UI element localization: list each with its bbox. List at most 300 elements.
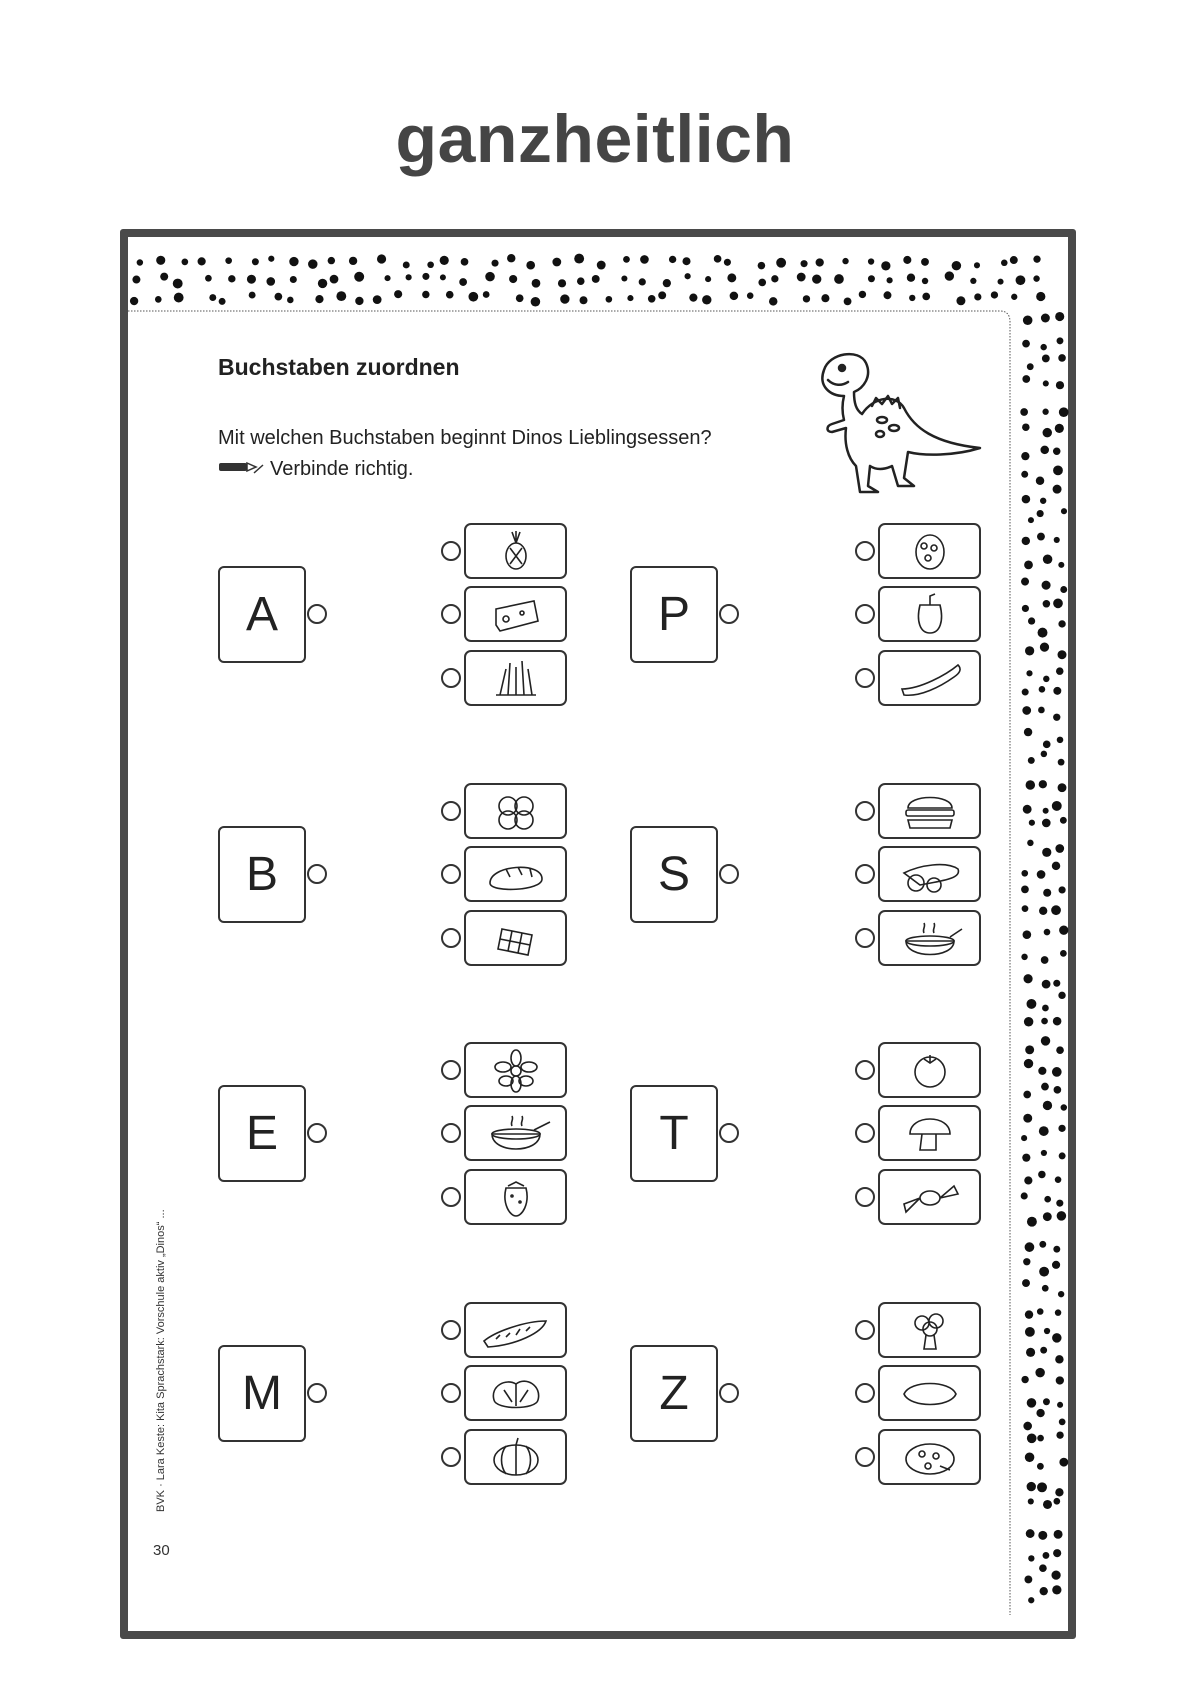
decor-dot	[1056, 1431, 1063, 1438]
mushroom-icon	[890, 1110, 970, 1156]
decor-dot	[1053, 485, 1062, 494]
picture-connector-tomato[interactable]	[855, 1060, 875, 1080]
letter-card-a: A	[218, 566, 306, 663]
decor-dot	[1052, 1585, 1061, 1594]
decor-dot	[640, 255, 649, 264]
broccoli-icon	[890, 1307, 970, 1353]
picture-connector-mushroom[interactable]	[855, 1123, 875, 1143]
decor-dot	[1042, 848, 1051, 857]
picture-connector-soup[interactable]	[855, 928, 875, 948]
decor-dot	[228, 275, 235, 282]
decor-dot	[669, 256, 676, 263]
picture-card-chocolate	[464, 910, 567, 966]
decor-dot	[130, 297, 138, 305]
decor-dot	[1060, 817, 1067, 824]
decor-dot	[1021, 1135, 1027, 1141]
decor-dot	[1026, 780, 1035, 789]
decor-dot	[526, 261, 535, 270]
decor-dot	[181, 259, 188, 266]
decor-dot	[1023, 1422, 1032, 1431]
picture-connector-stew[interactable]	[441, 1123, 461, 1143]
sausage-icon	[890, 851, 970, 897]
decor-dot	[1058, 783, 1067, 792]
flower-icon	[476, 1047, 556, 1093]
picture-card-mushroom	[878, 1105, 981, 1161]
decor-dot	[682, 257, 690, 265]
picture-connector-grass[interactable]	[441, 668, 461, 688]
decor-dot	[459, 278, 467, 286]
decor-dot	[1037, 1482, 1047, 1492]
decor-dot	[1043, 741, 1051, 749]
decor-dot	[1022, 706, 1031, 715]
decor-dot	[155, 296, 162, 303]
corn-icon	[476, 1307, 556, 1353]
decor-dot	[1022, 375, 1030, 383]
picture-card-candy	[878, 1169, 981, 1225]
decor-dot	[205, 275, 212, 282]
decor-dot	[1022, 905, 1029, 912]
decor-dot	[1037, 510, 1044, 517]
letter-card-z: Z	[630, 1345, 718, 1442]
decor-dot	[1022, 537, 1030, 545]
decor-dot	[1028, 1597, 1034, 1603]
decor-dot	[209, 294, 216, 301]
decor-dot	[1042, 355, 1050, 363]
decor-dot	[1038, 707, 1045, 714]
decor-dot	[592, 275, 600, 283]
decor-dot	[1042, 980, 1051, 989]
decor-dot	[1041, 1036, 1050, 1045]
decor-dot	[1052, 1067, 1062, 1077]
decor-dot	[1024, 1576, 1032, 1584]
picture-connector-corn[interactable]	[441, 1320, 461, 1340]
decor-dot	[1036, 1409, 1044, 1417]
decor-dot	[621, 275, 627, 281]
decor-dot	[903, 256, 911, 264]
decor-dot	[266, 277, 275, 286]
decor-dot	[1055, 844, 1064, 853]
decor-dot	[1043, 1500, 1052, 1509]
picture-card-soup	[878, 910, 981, 966]
decor-dot	[1053, 687, 1061, 695]
decor-dot	[1027, 1398, 1037, 1408]
picture-connector-cucumber[interactable]	[855, 668, 875, 688]
decor-dot	[1041, 1150, 1047, 1156]
decor-dot	[1011, 294, 1017, 300]
decor-dot	[1058, 620, 1065, 627]
decor-dot	[1044, 929, 1051, 936]
decor-dot	[648, 295, 656, 303]
letter-connector-s[interactable]	[719, 864, 739, 884]
decor-dot	[132, 276, 140, 284]
decor-dot	[249, 292, 256, 299]
picture-connector-raspberry[interactable]	[855, 541, 875, 561]
decor-dot	[1042, 581, 1051, 590]
picture-connector-lettuce[interactable]	[441, 1383, 461, 1403]
picture-connector-bread[interactable]	[441, 864, 461, 884]
decor-dot	[1036, 476, 1044, 484]
decor-dot	[225, 257, 232, 264]
decor-dot	[1021, 1192, 1028, 1199]
decor-dot	[909, 295, 915, 301]
decor-dot	[377, 254, 386, 263]
decor-dot	[1040, 1347, 1047, 1354]
decor-dot	[1023, 974, 1032, 983]
picture-connector-chocolate[interactable]	[441, 928, 461, 948]
decor-dot	[173, 279, 183, 289]
decor-dot	[1027, 1482, 1036, 1491]
decor-dot	[627, 295, 633, 301]
decor-dot	[1022, 340, 1030, 348]
decor-dot	[991, 291, 998, 298]
decor-dot	[1021, 578, 1029, 586]
decor-dot	[160, 273, 168, 281]
decor-dot	[137, 259, 143, 265]
decor-dot	[403, 261, 410, 268]
lemon-icon	[890, 1370, 970, 1416]
decor-dot	[1060, 950, 1067, 957]
decor-dot	[1027, 999, 1037, 1009]
decor-dot	[758, 262, 766, 270]
decor-dot	[406, 274, 412, 280]
decor-dot	[1036, 292, 1045, 301]
decor-dot	[468, 292, 478, 302]
decor-dot	[1059, 407, 1069, 417]
decor-dot	[1041, 314, 1050, 323]
decor-dot	[974, 293, 981, 300]
picture-card-cucumber	[878, 650, 981, 706]
decor-dot	[1042, 409, 1048, 415]
decor-dot	[1043, 380, 1049, 386]
decor-dot	[1057, 1402, 1063, 1408]
decor-dot	[446, 291, 454, 299]
stew-icon	[476, 1110, 556, 1156]
picture-card-flower	[464, 1042, 567, 1098]
decor-dot	[328, 257, 335, 264]
decor-dot	[1043, 1398, 1050, 1405]
decor-dot	[1021, 452, 1029, 460]
decor-dot	[974, 262, 980, 268]
decor-dot	[1027, 1433, 1037, 1443]
decor-dot	[1054, 1086, 1062, 1094]
decor-dot	[1043, 676, 1049, 682]
letter-connector-a[interactable]	[307, 604, 327, 624]
decor-dot	[970, 278, 976, 284]
decor-dot	[956, 296, 965, 305]
credit-line: BVK · Lara Keste: Kita Sprachstark: Vorschule aktiv „Dinos“ ...	[155, 1209, 167, 1512]
decor-dot	[1054, 1530, 1063, 1539]
decor-dot	[1055, 1355, 1063, 1363]
decor-dot	[1027, 363, 1034, 370]
picture-connector-flower[interactable]	[441, 1060, 461, 1080]
letter-connector-t[interactable]	[719, 1123, 739, 1143]
picture-card-bell-pepper	[878, 586, 981, 642]
picture-connector-broccoli[interactable]	[855, 1320, 875, 1340]
decor-dot	[1059, 1458, 1068, 1467]
decor-dot	[354, 272, 364, 282]
bread-icon	[476, 851, 556, 897]
decor-dot	[531, 297, 541, 307]
decor-dot	[315, 295, 323, 303]
decor-dot	[771, 275, 778, 282]
pumpkin-icon	[476, 1434, 556, 1480]
decor-dot	[859, 291, 866, 298]
decor-dot	[1057, 1211, 1067, 1221]
decor-dot	[560, 294, 569, 303]
decor-dot	[730, 292, 739, 301]
decor-dot	[174, 293, 184, 303]
decor-dot	[1055, 1309, 1061, 1315]
decor-dot	[1053, 1017, 1062, 1026]
decor-dot	[1060, 586, 1067, 593]
decor-dot	[945, 271, 954, 280]
decor-dot	[1029, 820, 1035, 826]
picture-connector-pineapple[interactable]	[441, 541, 461, 561]
decor-dot	[1058, 759, 1065, 766]
decor-dot	[422, 273, 429, 280]
decor-dot	[1022, 1279, 1030, 1287]
decor-dot	[884, 291, 892, 299]
decor-dot	[289, 257, 298, 266]
picture-connector-burger[interactable]	[855, 801, 875, 821]
decor-dot	[1024, 1176, 1032, 1184]
decor-dot	[577, 277, 585, 285]
letter-connector-e[interactable]	[307, 1123, 327, 1143]
decor-dot	[1056, 1046, 1064, 1054]
picture-card-cheese	[464, 586, 567, 642]
decor-dot	[758, 279, 766, 287]
decor-dot	[1043, 808, 1049, 814]
decor-dot	[776, 258, 786, 268]
decor-dot	[1041, 751, 1047, 757]
decor-dot	[330, 275, 339, 284]
decor-dot	[1057, 737, 1064, 744]
picture-connector-pizza[interactable]	[855, 1447, 875, 1467]
decor-dot	[1028, 757, 1035, 764]
decor-dot	[1052, 862, 1060, 870]
decor-dot	[1025, 1310, 1033, 1318]
decor-dot	[440, 274, 446, 280]
grass-icon	[476, 655, 556, 701]
decor-dot	[1023, 1258, 1030, 1265]
letter-card-m: M	[218, 1345, 306, 1442]
decor-dot	[492, 260, 499, 267]
decor-dot	[268, 256, 274, 262]
decor-dot	[1044, 1196, 1051, 1203]
decor-dot	[952, 261, 961, 270]
decor-dot	[1001, 259, 1008, 266]
decor-dot	[1051, 1571, 1060, 1580]
decor-dot	[1053, 1498, 1060, 1505]
picture-connector-sausage[interactable]	[855, 864, 875, 884]
decor-dot	[597, 261, 606, 270]
decor-dot	[1056, 1200, 1063, 1207]
decor-dot	[1023, 930, 1032, 939]
decor-dot	[1027, 840, 1033, 846]
decor-dot	[1039, 1126, 1049, 1136]
decor-dot	[1035, 1368, 1044, 1377]
decor-dot	[1033, 256, 1040, 263]
decor-dot	[769, 297, 777, 305]
decor-dot	[1037, 533, 1045, 541]
picture-connector-pumpkin[interactable]	[441, 1447, 461, 1467]
picture-connector-strawberry[interactable]	[441, 1187, 461, 1207]
decor-dot	[274, 293, 282, 301]
decor-dot	[507, 254, 515, 262]
picture-card-pumpkin	[464, 1429, 567, 1485]
decor-dot	[1052, 1333, 1061, 1342]
decor-dot	[1021, 954, 1027, 960]
decor-dot	[1037, 870, 1046, 879]
decor-dot	[156, 256, 165, 265]
decor-dot	[1025, 1242, 1035, 1252]
bell-pepper-icon	[890, 591, 970, 637]
decor-dot	[198, 257, 206, 265]
decor-dot	[1061, 1104, 1067, 1110]
decor-dot	[714, 255, 722, 263]
decor-dot	[1043, 1552, 1050, 1559]
picture-card-pineapple	[464, 523, 567, 579]
decor-dot	[881, 261, 890, 270]
decor-dot	[1024, 728, 1032, 736]
decor-dot	[1053, 714, 1060, 721]
picture-connector-bell-pepper[interactable]	[855, 604, 875, 624]
decor-dot	[1039, 780, 1047, 788]
decor-dot	[623, 256, 630, 263]
picture-connector-cheese[interactable]	[441, 604, 461, 624]
decor-dot	[483, 291, 490, 298]
decor-dot	[868, 258, 874, 264]
decor-dot	[1040, 1587, 1048, 1595]
decor-dot	[516, 294, 524, 302]
decor-dot	[574, 254, 584, 264]
picture-connector-clover-leaf[interactable]	[441, 801, 461, 821]
decor-dot	[1038, 628, 1048, 638]
picture-card-corn	[464, 1302, 567, 1358]
decor-dot	[1038, 1531, 1047, 1540]
decor-dot	[724, 259, 731, 266]
decor-dot	[1055, 1488, 1063, 1496]
decor-dot	[1055, 312, 1064, 321]
decor-dot	[886, 277, 892, 283]
decor-dot	[816, 258, 824, 266]
picture-card-stew	[464, 1105, 567, 1161]
decor-dot	[1021, 885, 1029, 893]
decor-dot	[1043, 554, 1053, 564]
decor-dot	[427, 261, 434, 268]
cheese-icon	[476, 591, 556, 637]
decor-dot	[1010, 256, 1018, 264]
decor-dot	[1058, 992, 1065, 999]
decor-dot	[907, 274, 915, 282]
decor-dot	[1058, 1125, 1065, 1132]
pineapple-icon	[476, 528, 556, 574]
decor-dot	[1033, 275, 1039, 281]
decor-dot	[1040, 446, 1049, 455]
decor-dot	[1057, 337, 1064, 344]
decor-dot	[1037, 1308, 1044, 1315]
decor-dot	[1026, 1529, 1035, 1538]
decor-dot	[1059, 1152, 1066, 1159]
decor-dot	[689, 294, 697, 302]
decor-dot	[355, 297, 363, 305]
decor-dot	[1038, 1171, 1045, 1178]
instruction-text: Verbinde richtig.	[270, 458, 414, 480]
decor-dot	[1028, 1498, 1034, 1504]
decor-dot	[461, 258, 469, 266]
decor-dot	[1053, 1246, 1060, 1253]
picture-card-tomato	[878, 1042, 981, 1098]
decor-dot	[606, 296, 613, 303]
decor-dot	[1021, 471, 1028, 478]
letter-connector-p[interactable]	[719, 604, 739, 624]
letter-card-b: B	[218, 826, 306, 923]
decor-dot	[252, 258, 259, 265]
decor-dot	[797, 273, 806, 282]
decor-dot	[1028, 1555, 1034, 1561]
decor-dot	[868, 275, 875, 282]
decor-dot	[663, 279, 671, 287]
picture-card-lemon	[878, 1365, 981, 1421]
soup-icon	[890, 915, 970, 961]
decor-dot	[318, 279, 327, 288]
decor-dot	[1024, 1059, 1033, 1068]
decor-dot	[1022, 689, 1029, 696]
picture-card-bread	[464, 846, 567, 902]
decor-dot	[1055, 1176, 1062, 1183]
decor-dot	[1021, 1376, 1028, 1383]
decor-dot	[812, 274, 821, 283]
decor-dot	[1025, 1453, 1035, 1463]
decor-dot	[247, 275, 256, 284]
decor-dot	[1037, 1435, 1044, 1442]
candy-icon	[890, 1174, 970, 1220]
decor-dot	[803, 295, 810, 302]
decor-dot	[639, 278, 646, 285]
decor-dot	[1038, 1067, 1046, 1075]
decor-dot	[747, 292, 754, 299]
decor-dot	[509, 275, 517, 283]
decor-dot	[685, 273, 691, 279]
decor-dot	[1042, 819, 1051, 828]
decor-dot	[1040, 344, 1046, 350]
question-text: Mit welchen Buchstaben beginnt Dinos Lieblingsessen?	[218, 427, 712, 449]
picture-connector-lemon[interactable]	[855, 1383, 875, 1403]
decor-dot	[1022, 423, 1030, 431]
letter-card-p: P	[630, 566, 718, 663]
decor-dot	[1039, 1241, 1046, 1248]
cucumber-icon	[890, 655, 970, 701]
picture-connector-candy[interactable]	[855, 1187, 875, 1207]
decor-dot	[801, 260, 808, 267]
decor-dot	[1043, 600, 1051, 608]
decor-dot	[1061, 508, 1067, 514]
decor-dot	[922, 293, 930, 301]
decor-dot	[1059, 1419, 1066, 1426]
decor-dot	[1026, 1348, 1035, 1357]
pizza-icon	[890, 1434, 970, 1480]
letter-connector-z[interactable]	[719, 1383, 739, 1403]
decor-dot	[727, 273, 736, 282]
letter-connector-m[interactable]	[307, 1383, 327, 1403]
decor-dot	[1027, 1217, 1037, 1227]
decor-dot	[558, 279, 566, 287]
letter-connector-b[interactable]	[307, 864, 327, 884]
decor-dot	[1023, 315, 1033, 325]
decor-dot	[1041, 956, 1049, 964]
decor-dot	[705, 276, 711, 282]
decor-dot	[308, 259, 317, 268]
